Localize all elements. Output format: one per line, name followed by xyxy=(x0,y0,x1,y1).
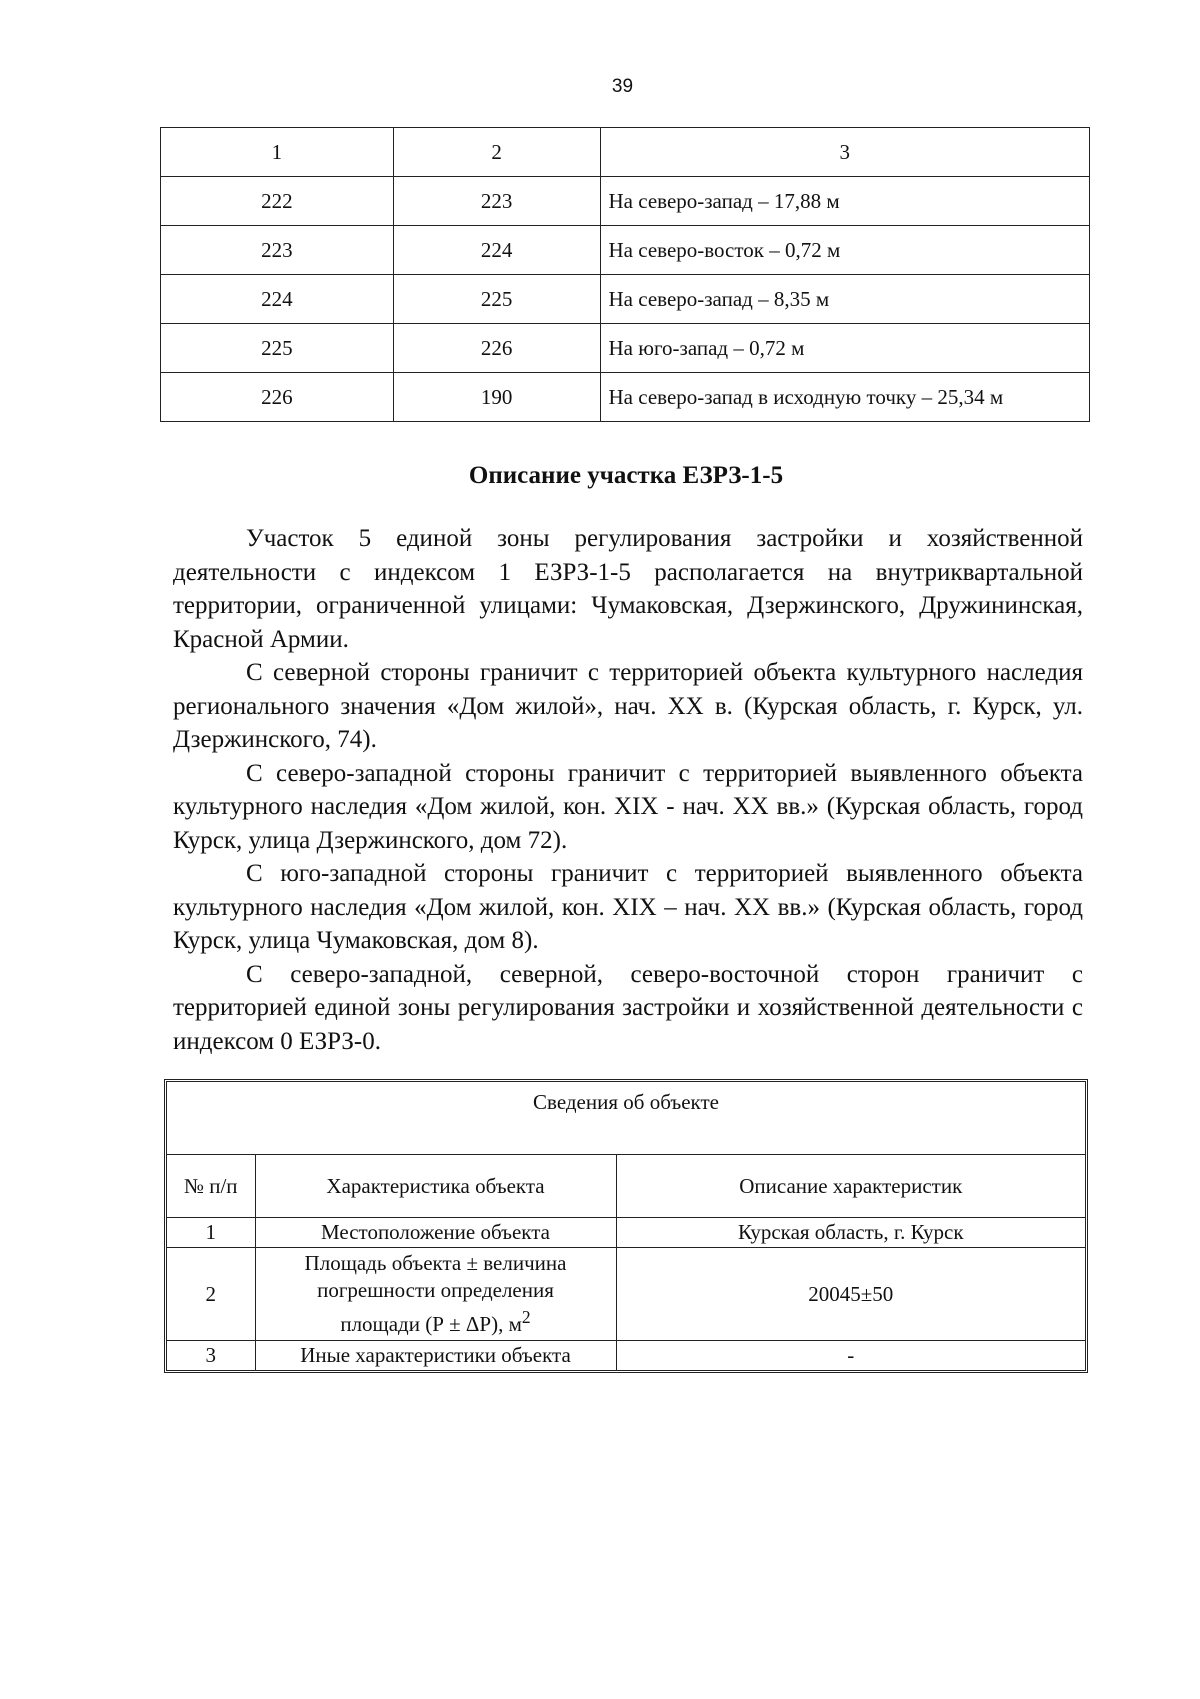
table-header-row xyxy=(167,1155,1085,1218)
paragraph: С северо-западной стороны граничит с территорией выявленного объекта культурного наследия «Дом жилой, кон. XIX - нач. XX вв.» (Курская область, город Курск, улица Дзержинского, дом 72). xyxy=(173,759,1083,854)
table-row xyxy=(167,1248,1085,1341)
table-row xyxy=(167,1218,1085,1248)
point-to: 223 xyxy=(393,177,600,226)
table-row xyxy=(161,177,1090,226)
characteristic-line: Площадь объекта ± величина xyxy=(304,1251,567,1275)
row-value: 20045±50 xyxy=(616,1248,1085,1341)
paragraph: С юго-западной стороны граничит с территорией выявленного объекта культурного наследия «Дом жилой, кон. XIX – нач. XX вв.» (Курская область, город Курск, улица Чумаковская, дом 8). xyxy=(173,860,1083,954)
paragraph: Участок 5 единой зоны регулирования застройки и хозяйственной деятельности с индексом 1 ЕЗРЗ-1-5 располагается на внутриквартальной территории, ограниченной улицами: Чумаковская, Дзержинского, Дружининская, Красной Армии. xyxy=(173,525,1083,653)
segment-description: На северо-восток – 0,72 м xyxy=(600,226,1089,275)
table-row xyxy=(161,373,1090,422)
row-value: - xyxy=(616,1341,1085,1371)
point-from: 225 xyxy=(161,324,394,373)
area-unit-superscript: 2 xyxy=(521,1307,531,1327)
row-characteristic: Иные характеристики объекта xyxy=(255,1341,616,1371)
header-characteristic: Характеристика объекта xyxy=(255,1155,616,1218)
section-title: Описание участка ЕЗРЗ-1-5 xyxy=(468,462,784,489)
header-num: № п/п xyxy=(167,1155,255,1218)
row-num: 2 xyxy=(167,1248,255,1341)
table-header-row xyxy=(161,128,1090,177)
point-to: 226 xyxy=(393,324,600,373)
row-num: 3 xyxy=(167,1341,255,1371)
boundary-table xyxy=(160,127,1090,422)
table-row xyxy=(167,1341,1085,1371)
object-info-table xyxy=(167,1082,1085,1370)
point-to: 190 xyxy=(393,373,600,422)
characteristic-line: площади (Р ± ΔР), м xyxy=(340,1312,522,1336)
column-header-3: 3 xyxy=(600,128,1089,177)
description-text xyxy=(173,522,1083,1058)
table-caption: Сведения об объекте xyxy=(167,1082,1085,1155)
column-header-2: 2 xyxy=(393,128,600,177)
header-description: Описание характеристик xyxy=(616,1155,1085,1218)
segment-description: На северо-запад в исходную точку – 25,34 м xyxy=(600,373,1089,422)
segment-description: На северо-запад – 8,35 м xyxy=(600,275,1089,324)
point-from: 224 xyxy=(161,275,394,324)
table-row xyxy=(161,324,1090,373)
caption-row xyxy=(167,1082,1085,1155)
point-from: 222 xyxy=(161,177,394,226)
page-number: 39 xyxy=(611,76,634,97)
row-value: Курская область, г. Курск xyxy=(616,1218,1085,1248)
characteristic-line: погрешности определения xyxy=(317,1278,554,1302)
column-header-1: 1 xyxy=(161,128,394,177)
table-row xyxy=(161,275,1090,324)
point-from: 223 xyxy=(161,226,394,275)
paragraph: С северо-западной, северной, северо-восточной сторон граничит с территорией единой зоны регулирования застройки и хозяйственной деятельности с индексом 0 ЕЗРЗ-0. xyxy=(173,960,1083,1055)
row-characteristic: Местоположение объекта xyxy=(255,1218,616,1248)
paragraph: С северной стороны граничит с территорией объекта культурного наследия регионального значения «Дом жилой», нач. XX в. (Курская область, г. Курск, ул. Дзержинского, 74). xyxy=(173,659,1083,753)
table-row xyxy=(161,226,1090,275)
segment-description: На юго-запад – 0,72 м xyxy=(600,324,1089,373)
object-info-frame xyxy=(164,1079,1088,1373)
point-to: 225 xyxy=(393,275,600,324)
point-from: 226 xyxy=(161,373,394,422)
row-characteristic xyxy=(255,1248,616,1341)
row-num: 1 xyxy=(167,1218,255,1248)
point-to: 224 xyxy=(393,226,600,275)
segment-description: На северо-запад – 17,88 м xyxy=(600,177,1089,226)
